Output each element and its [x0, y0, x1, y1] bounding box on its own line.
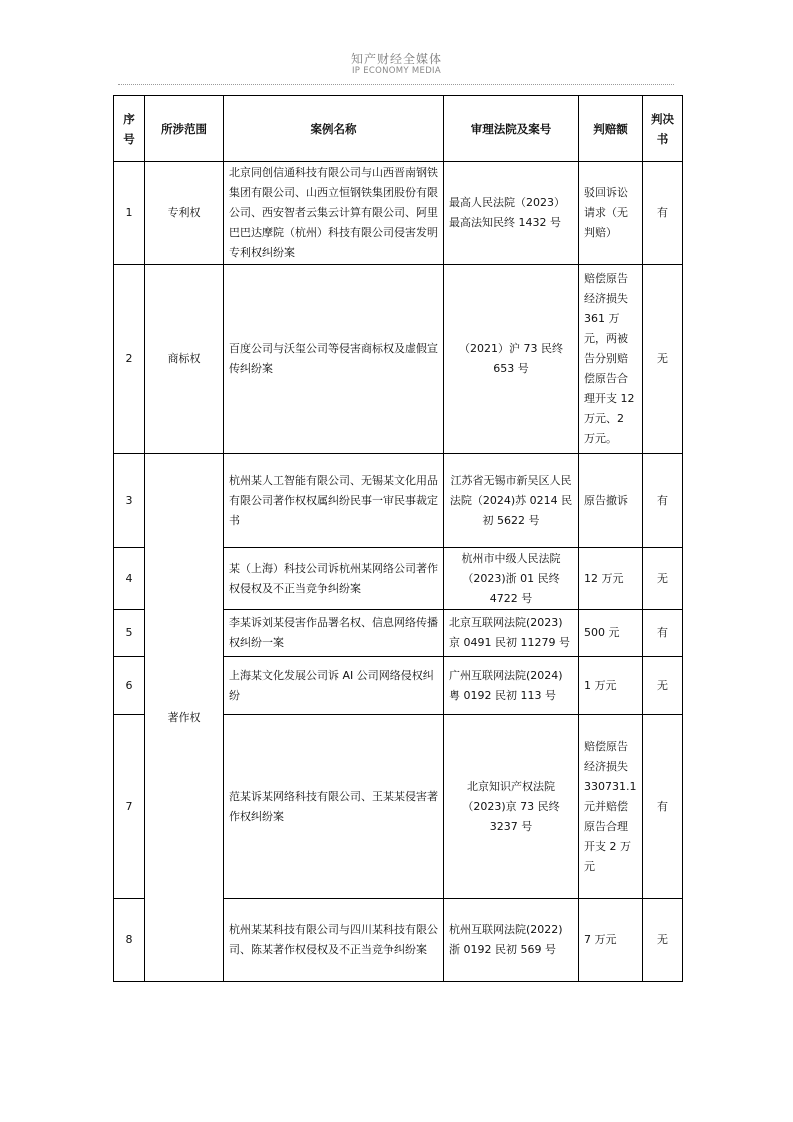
row-award: 12 万元	[579, 548, 643, 610]
row-no: 3	[114, 454, 145, 548]
row-case-name: 杭州某人工智能有限公司、无锡某文化用品有限公司著作权权属纠纷民事一审民事裁定书	[224, 454, 444, 548]
row-court: 江苏省无锡市新吴区人民法院（2024)苏 0214 民初 5622 号	[444, 454, 579, 548]
row-case-name: 杭州某某科技有限公司与四川某科技有限公司、陈某著作权侵权及不正当竞争纠纷案	[224, 899, 444, 982]
row-no: 8	[114, 899, 145, 982]
table-row	[114, 162, 683, 265]
brand-name-en: IP ECONOMY MEDIA	[352, 66, 441, 76]
row-award: 赔偿原告经济损失 330731.1 元并赔偿原告合理开支 2 万元	[579, 715, 643, 899]
table-row	[114, 265, 683, 454]
brand-name-cn: 知产财经全媒体	[350, 52, 442, 66]
row-no: 6	[114, 657, 145, 715]
row-case-name: 上海某文化发展公司诉 AI 公司网络侵权纠纷	[224, 657, 444, 715]
row-award: 1 万元	[579, 657, 643, 715]
row-court: 广州互联网法院(2024)粤 0192 民初 113 号	[444, 657, 579, 715]
media-header	[0, 52, 793, 76]
table-row	[114, 454, 683, 548]
row-award: 原告撤诉	[579, 454, 643, 548]
row-case-name: 百度公司与沃玺公司等侵害商标权及虚假宣传纠纷案	[224, 265, 444, 454]
row-judgment: 无	[643, 899, 683, 982]
row-judgment: 有	[643, 715, 683, 899]
table-header-row	[114, 96, 683, 162]
row-award: 500 元	[579, 610, 643, 657]
row-case-name: 李某诉刘某侵害作品署名权、信息网络传播权纠纷一案	[224, 610, 444, 657]
row-court: 杭州市中级人民法院（2023)浙 01 民终 4722 号	[444, 548, 579, 610]
row-award: 赔偿原告经济损失 361 万元，两被告分别赔偿原告合理开支 12 万元、2 万元。	[579, 265, 643, 454]
row-no: 2	[114, 265, 145, 454]
row-court: （2021）沪 73 民终 653 号	[444, 265, 579, 454]
row-case-name: 范某诉某网络科技有限公司、王某某侵害著作权纠纷案	[224, 715, 444, 899]
row-court: 北京知识产权法院（2023)京 73 民终 3237 号	[444, 715, 579, 899]
row-case-name: 北京同创信通科技有限公司与山西晋南钢铁集团有限公司、山西立恒钢铁集团股份有限公司、西安智者云集云计算有限公司、阿里巴巴达摩院（杭州）科技有限公司侵害发明专利权纠纷案	[224, 162, 444, 265]
row-judgment: 无	[643, 657, 683, 715]
row-scope: 商标权	[145, 265, 224, 454]
row-judgment: 有	[643, 162, 683, 265]
row-award: 7 万元	[579, 899, 643, 982]
row-no: 4	[114, 548, 145, 610]
row-judgment: 无	[643, 265, 683, 454]
row-no: 7	[114, 715, 145, 899]
row-court: 杭州互联网法院(2022)浙 0192 民初 569 号	[444, 899, 579, 982]
row-no: 5	[114, 610, 145, 657]
case-table	[113, 95, 683, 982]
col-header-no: 序号	[114, 96, 145, 162]
col-header-scope: 所涉范围	[145, 96, 224, 162]
col-header-award: 判赔额	[579, 96, 643, 162]
col-header-case-name: 案例名称	[224, 96, 444, 162]
row-case-name: 某（上海）科技公司诉杭州某网络公司著作权侵权及不正当竞争纠纷案	[224, 548, 444, 610]
row-no: 1	[114, 162, 145, 265]
col-header-judgment: 判决书	[643, 96, 683, 162]
row-scope: 专利权	[145, 162, 224, 265]
row-judgment: 有	[643, 454, 683, 548]
row-court: 北京互联网法院(2023)京 0491 民初 11279 号	[444, 610, 579, 657]
row-judgment: 无	[643, 548, 683, 610]
row-judgment: 有	[643, 610, 683, 657]
row-court: 最高人民法院（2023）最高法知民终 1432 号	[444, 162, 579, 265]
header-divider	[118, 84, 674, 85]
col-header-court: 审理法院及案号	[444, 96, 579, 162]
row-scope: 著作权	[145, 454, 224, 982]
row-award: 驳回诉讼请求（无判赔）	[579, 162, 643, 265]
